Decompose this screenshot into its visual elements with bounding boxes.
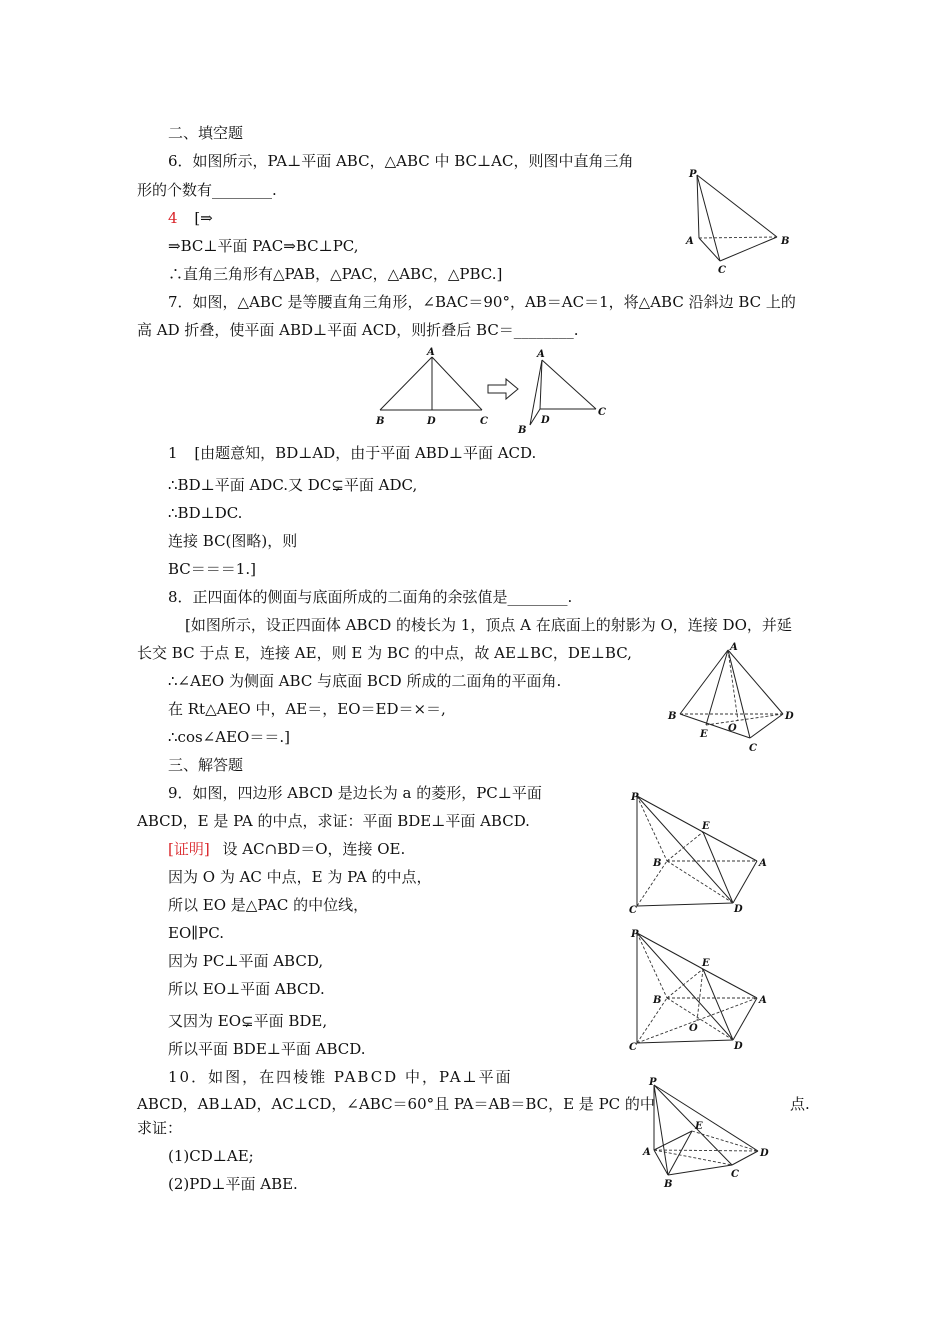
q9-figure-2 — [625, 925, 775, 1055]
q9-proof-4: EO∥PC. — [168, 924, 224, 942]
q9-figure-1 — [625, 788, 775, 918]
q10-stem-line3: 求证： — [137, 1119, 183, 1137]
q9-fig2-label-O: O — [689, 1023, 698, 1034]
q10-label-E: E — [695, 1121, 703, 1132]
q9-proof-1: 设 AC∩BD＝O，连接 OE. — [222, 840, 406, 858]
q6-answer: 4 — [168, 209, 178, 227]
q8-label-B: B — [668, 711, 677, 722]
q7-solution-4: 连接 BC(图略)，则 — [168, 532, 298, 550]
q7-right-label-C: C — [598, 407, 606, 418]
q8-label-C: C — [749, 743, 757, 754]
q7-solution-5: BC＝＝＝1.] — [168, 560, 256, 578]
q7-left-label-C: C — [480, 416, 488, 427]
q9-fig2-label-B: B — [653, 995, 662, 1006]
q6-stem-line2: 形的个数有________. — [137, 181, 277, 199]
q6-figure-pyramid — [680, 165, 800, 280]
q8-solution-4: 在 Rt△AEO 中，AE＝，EO＝ED＝×＝, — [168, 700, 446, 718]
q8-label-A: A — [730, 642, 738, 653]
q9-fig2-label-P: P — [631, 929, 639, 940]
q8-solution-3: ∴∠AEO 为侧面 ABC 与底面 BCD 所成的二面角的平面角. — [168, 672, 562, 690]
q9-fig1-label-B: B — [653, 858, 662, 869]
q9-fig2-label-D: D — [734, 1041, 743, 1052]
q7-left-label-D: D — [427, 416, 436, 427]
q9-proof-3: 所以 EO 是△PAC 的中位线， — [168, 896, 369, 914]
fold-arrow-icon — [488, 379, 518, 399]
q10-label-P: P — [649, 1077, 657, 1088]
q9-proof-6: 所以 EO⊥平面 ABCD. — [168, 980, 325, 998]
q8-stem: 8．正四面体的侧面与底面所成的二面角的余弦值是________. — [168, 588, 573, 606]
section-title-solve: 三、解答题 — [168, 756, 244, 774]
q10-label-A: A — [643, 1147, 651, 1158]
q7-stem-line2: 高 AD 折叠，使平面 ABD⊥平面 ACD，则折叠后 BC＝________. — [137, 321, 579, 339]
q7-solution-3: ∴BD⊥DC. — [168, 504, 243, 522]
q9-fig1-label-P: P — [631, 792, 639, 803]
q9-stem-line2: ABCD，E 是 PA 的中点，求证：平面 BDE⊥平面 ABCD. — [137, 812, 530, 830]
q9-proof-2: 因为 O 为 AC 中点，E 为 PA 的中点， — [168, 868, 432, 886]
q9-fig1-label-A: A — [759, 858, 767, 869]
q9-fig2-label-A: A — [759, 995, 767, 1006]
q9-proof-5: 因为 PC⊥平面 ABCD, — [168, 952, 324, 970]
q7-solution-2: ∴BD⊥平面 ADC.又 DC⊊平面 ADC, — [168, 476, 418, 494]
q6-solution-3: ∴直角三角形有△PAB，△PAC，△ABC，△PBC.] — [168, 265, 503, 283]
q6-label-B: B — [781, 236, 790, 247]
q9-stem-line1: 9．如图，四边形 ABCD 是边长为 a 的菱形，PC⊥平面 — [168, 784, 542, 802]
q7-right-label-B: B — [518, 425, 527, 436]
q9-proof-row — [168, 839, 405, 859]
q7-solution-1: [由题意知，BD⊥AD，由于平面 ABD⊥平面 ACD. — [194, 444, 537, 462]
q9-fig1-label-D: D — [734, 904, 743, 915]
q6-answer-row — [168, 208, 213, 228]
q9-proof-8: 所以平面 BDE⊥平面 ABCD. — [168, 1040, 366, 1058]
q6-label-C: C — [718, 265, 726, 276]
q7-right-label-A: A — [537, 349, 545, 360]
q7-stem-line1: 7．如图，△ABC 是等腰直角三角形，∠BAC＝90°，AB＝AC＝1，将△ABC 沿斜边 BC 上的 — [168, 293, 796, 311]
q10-part-1: (1)CD⊥AE; — [168, 1147, 254, 1165]
q8-solution-5: ∴cos∠AEO＝＝.] — [168, 728, 290, 746]
q8-solution-1: [如图所示，设正四面体 ABCD 的棱长为 1，顶点 A 在底面上的射影为 O，连接 DO，并延 — [185, 616, 792, 634]
q6-solution-2: ⇒BC⊥平面 PAC⇒BC⊥PC, — [168, 237, 359, 255]
section-title-fill-in: 二、填空题 — [168, 124, 244, 142]
q9-fig1-label-E: E — [702, 821, 710, 832]
q7-right-label-D: D — [541, 415, 550, 426]
q10-stem-line2-tail: 点. — [790, 1095, 810, 1113]
q8-label-D: D — [785, 711, 794, 722]
q7-answer: 1 — [168, 444, 178, 462]
q10-stem-line2: ABCD，AB⊥AD，AC⊥CD，∠ABC＝60°且 PA＝AB＝BC，E 是 PC 的中 — [137, 1095, 655, 1113]
q6-solution-1: [⇒ — [194, 209, 213, 227]
q7-figure-folding — [370, 345, 615, 435]
q6-stem-line1: 6．如图所示，PA⊥平面 ABC，△ABC 中 BC⊥AC，则图中直角三角 — [168, 152, 634, 170]
q6-label-P: P — [689, 169, 697, 180]
q9-proof-tag: [证明] — [168, 840, 210, 858]
q7-left-label-B: B — [376, 416, 385, 427]
q7-left-label-A: A — [427, 347, 435, 358]
q10-label-B: B — [664, 1179, 673, 1190]
q8-figure-tetrahedron — [660, 638, 800, 758]
q8-solution-2: 长交 BC 于点 E，连接 AE，则 E 为 BC 的中点，故 AE⊥BC，DE⊥BC, — [137, 644, 632, 662]
q8-label-E: E — [700, 729, 708, 740]
q10-part-2: (2)PD⊥平面 ABE. — [168, 1175, 298, 1193]
q8-label-O: O — [728, 723, 737, 734]
q10-label-C: C — [731, 1169, 739, 1180]
q9-fig2-label-E: E — [702, 958, 710, 969]
q10-label-D: D — [760, 1148, 769, 1159]
q7-answer-row — [168, 443, 536, 463]
q10-stem-line1: 10．如图，在四棱锥 PABCD 中，PA⊥平面 — [168, 1068, 513, 1086]
q9-fig1-label-C: C — [629, 905, 637, 916]
q6-label-A: A — [686, 236, 694, 247]
q9-proof-7: 又因为 EO⊊平面 BDE, — [168, 1012, 328, 1030]
q10-figure-pyramid — [640, 1075, 780, 1195]
q9-fig2-label-C: C — [629, 1042, 637, 1053]
